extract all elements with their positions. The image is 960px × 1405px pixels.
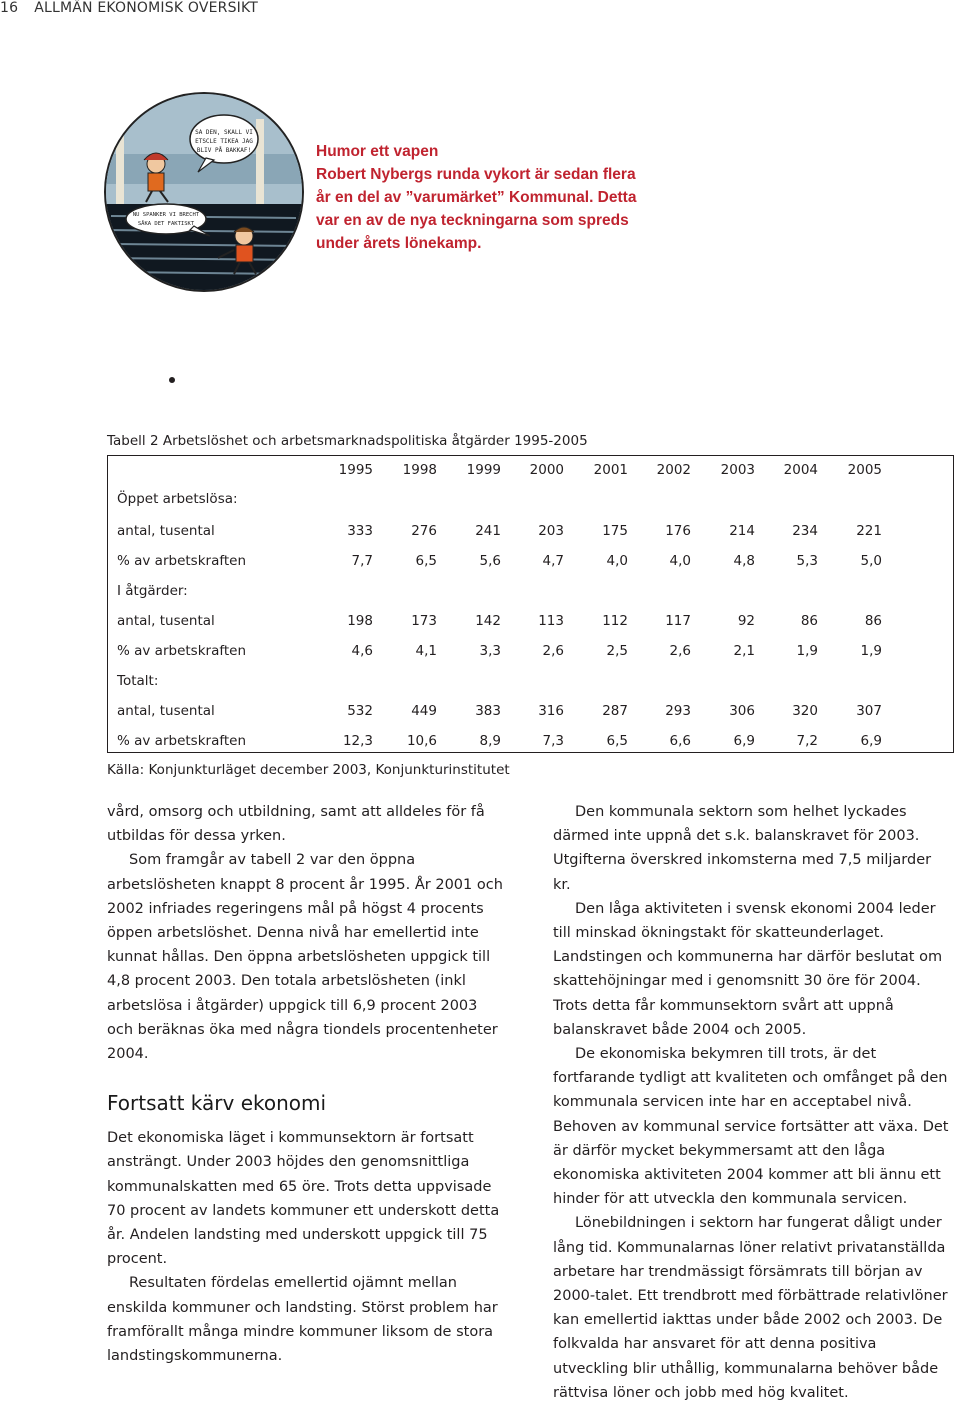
table-cell: 1,9 <box>796 643 818 659</box>
table-row <box>108 523 953 543</box>
table-cell: 6,9 <box>733 733 755 749</box>
row-label: % av arbetskraften <box>117 553 247 569</box>
table-cell: 532 <box>347 703 373 719</box>
table-row <box>108 643 953 663</box>
table-section-heading: I åtgärder: <box>117 583 188 599</box>
speech-bubble-bottom: NU SPANKER VI BRECHT <box>132 212 200 218</box>
table-cell: 4,0 <box>669 553 691 569</box>
table-cell: 7,3 <box>542 733 564 749</box>
paragraph: vård, omsorg och utbildning, samt att alldeles för få utbildas för dessa yrken. <box>107 804 485 845</box>
paragraph: De ekonomiska bekymren till trots, är det fortfarande tydligt att kvaliteten och omfånget på den kommunala servicen inte har en acceptabel nivå. Behoven av kommunal service fortsätter att växa. Det är därför mycket bekymmersamt att den låga ekonomiska aktiviteten 2004 kommer att bli ännu ett hinder för att utveckla den kommunala servicen. <box>553 1046 949 1208</box>
paragraph: Som framgår av tabell 2 var den öppna arbetslösheten knappt 8 procent år 1995. År 2001 och 2002 infriades regeringens mål på högst 4 procents öppen arbetslöshet. Denna nivå har emellertid inte kunnat hållas. Den öppna arbetslösheten uppgick till 4,8 procent 2003. Den totala arbetslösheten (inkl arbetslösa i åtgärder) uppgick till 6,9 procent 2003 och beräknas öka med några tiondels procentenheter 2004. <box>107 852 503 1063</box>
table-cell: 449 <box>411 703 437 719</box>
table-cell: 4,6 <box>351 643 373 659</box>
body-column-left <box>107 800 507 1368</box>
cartoon-illustration <box>104 92 304 292</box>
table-cell: 221 <box>856 523 882 539</box>
table-cell: 12,3 <box>342 733 373 749</box>
table-cell: 175 <box>602 523 628 539</box>
speech-bubble-top: SA DEN, SKALL VI <box>195 129 253 136</box>
year-header: 2000 <box>529 462 564 478</box>
body-column-right <box>553 800 953 1405</box>
table-cell: 86 <box>864 613 882 629</box>
table-cell: 117 <box>665 613 691 629</box>
table-cell: 8,9 <box>479 733 501 749</box>
svg-text:SÅKA DET FAKTISKT: SÅKA DET FAKTISKT <box>137 221 195 227</box>
table-cell: 4,8 <box>733 553 755 569</box>
table-cell: 7,2 <box>796 733 818 749</box>
year-header: 2002 <box>656 462 691 478</box>
year-header: 2004 <box>783 462 818 478</box>
table-cell: 86 <box>800 613 818 629</box>
cartoon-drawing <box>106 94 302 290</box>
caption-body: Robert Nybergs runda vykort är sedan flera år en del av ”varumärket” Kommunal. Detta var en av de nya teckningarna som spreds under årets lönekamp. <box>316 166 637 252</box>
table-cell: 2,5 <box>606 643 628 659</box>
data-table <box>107 455 954 753</box>
year-header: 1999 <box>466 462 501 478</box>
table-section-heading: Öppet arbetslösa: <box>117 491 238 507</box>
table-cell: 320 <box>792 703 818 719</box>
table-cell: 203 <box>538 523 564 539</box>
table-cell: 1,9 <box>860 643 882 659</box>
table-cell: 6,6 <box>669 733 691 749</box>
table-cell: 306 <box>729 703 755 719</box>
year-header: 1998 <box>402 462 437 478</box>
svg-text:BLIV PÅ BAKKAF!: BLIV PÅ BAKKAF! <box>196 147 252 154</box>
table-cell: 234 <box>792 523 818 539</box>
table-cell: 113 <box>538 613 564 629</box>
table-cell: 293 <box>665 703 691 719</box>
table-cell: 307 <box>856 703 882 719</box>
table-cell: 214 <box>729 523 755 539</box>
year-header: 2005 <box>847 462 882 478</box>
table-row <box>108 613 953 633</box>
caption-title: Humor ett vapen <box>316 143 439 160</box>
section-heading: Fortsatt kärv ekonomi <box>107 1091 327 1116</box>
table-cell: 6,5 <box>606 733 628 749</box>
page-header <box>0 0 258 16</box>
page-number: 16 <box>0 0 19 16</box>
table-cell: 176 <box>665 523 691 539</box>
table-cell: 5,0 <box>860 553 882 569</box>
row-label: % av arbetskraften <box>117 733 247 749</box>
table-header-row <box>108 462 953 482</box>
paragraph: Lönebildningen i sektorn har fungerat dåligt under lång tid. Kommunalarnas löner relativt privatanställda arbetare har trendmässigt försämrats till början av 2000-talet. Ett trendbrott med förbättrade relativlöner kan emellertid iakttas under både 2002 och 2003. De folkvalda har ansvaret för att denna positiva utveckling blir uthållig, kommunalarna behöver både rättvisa löner och jobb med hög kvalitet. <box>553 1215 948 1401</box>
table-cell: 4,0 <box>606 553 628 569</box>
table-row <box>108 733 953 753</box>
year-header: 2001 <box>593 462 628 478</box>
table-cell: 333 <box>347 523 373 539</box>
table-cell: 287 <box>602 703 628 719</box>
table-source: Källa: Konjunkturläget december 2003, Konjunkturinstitutet <box>107 762 510 778</box>
table-cell: 92 <box>737 613 755 629</box>
table-cell: 4,7 <box>542 553 564 569</box>
row-label: antal, tusental <box>117 523 215 539</box>
table-cell: 6,9 <box>860 733 882 749</box>
table-row <box>108 553 953 573</box>
section-title: ALLMÄN EKONOMISK ÖVERSIKT <box>34 0 259 16</box>
paragraph: Den kommunala sektorn som helhet lyckades därmed inte uppnå det s.k. balanskravet för 2003. Utgifterna överskred inkomsterna med 7,5 miljarder kr. <box>553 804 932 893</box>
paragraph: Det ekonomiska läget i kommunsektorn är fortsatt ansträngt. Under 2003 höjdes den genomsnittliga kommunalskatten med 65 öre. Trots detta uppvisade 70 procent av landets kommuner ett underskott detta år. Andelen landsting med underskott uppgick till 75 procent. <box>107 1130 500 1268</box>
paragraph: Resultaten fördelas emellertid ojämnt mellan enskilda kommuner och landsting. Störst problem har framförallt många mindre kommuner liksom de stora landstingskommunerna. <box>107 1275 498 1365</box>
table-cell: 4,1 <box>415 643 437 659</box>
svg-text:ETSCLE TIKEA JAG: ETSCLE TIKEA JAG <box>195 138 253 145</box>
table-cell: 198 <box>347 613 373 629</box>
paragraph: Den låga aktiviteten i svensk ekonomi 2004 leder till minskad ökningstakt för skatteunderlaget. Landstingen och kommunerna har därför beslutat om skattehöjningar med i genomsnitt 30 öre för 2004. Trots detta får kommunsektorn svårt att uppnå balanskravet både 2004 och 2005. <box>553 900 943 1038</box>
cartoon-caption <box>316 140 646 255</box>
table-cell: 5,3 <box>796 553 818 569</box>
row-label: % av arbetskraften <box>117 643 247 659</box>
row-label: antal, tusental <box>117 613 215 629</box>
row-label: antal, tusental <box>117 703 215 719</box>
table-cell: 142 <box>475 613 501 629</box>
table-title: Tabell 2 Arbetslöshet och arbetsmarknadspolitiska åtgärder 1995-2005 <box>107 433 588 449</box>
table-cell: 6,5 <box>415 553 437 569</box>
table-cell: 2,6 <box>669 643 691 659</box>
table-cell: 276 <box>411 523 437 539</box>
year-header: 2003 <box>720 462 755 478</box>
table-row <box>108 703 953 723</box>
year-header: 1995 <box>338 462 373 478</box>
table-cell: 112 <box>602 613 628 629</box>
table-cell: 316 <box>538 703 564 719</box>
table-cell: 5,6 <box>479 553 501 569</box>
table-section-heading: Totalt: <box>117 673 159 689</box>
table-cell: 2,6 <box>542 643 564 659</box>
bullet-dot <box>169 377 175 383</box>
table-cell: 10,6 <box>406 733 437 749</box>
table-cell: 241 <box>475 523 501 539</box>
table-cell: 2,1 <box>733 643 755 659</box>
table-cell: 3,3 <box>479 643 501 659</box>
table-cell: 383 <box>475 703 501 719</box>
table-cell: 173 <box>411 613 437 629</box>
table-cell: 7,7 <box>351 553 373 569</box>
